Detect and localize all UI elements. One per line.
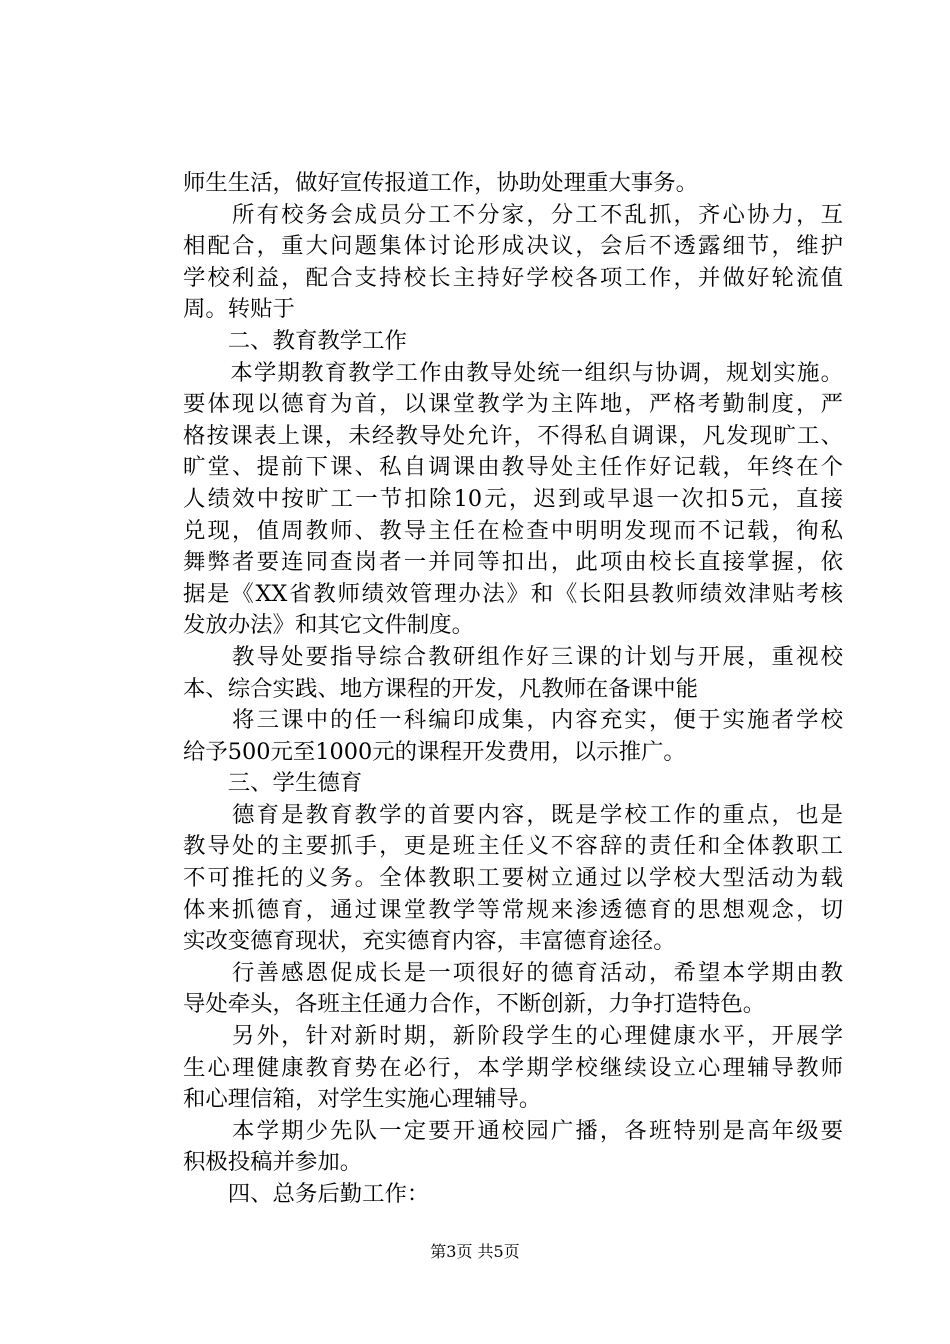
text-line: 行善感恩促成长是一项很好的德育活动，希望本学期由教 <box>183 959 843 986</box>
text-line: 另外，针对新时期，新阶段学生的心理健康水平，开展学 <box>183 1023 843 1050</box>
text-line: 发放办法》和其它文件制度。 <box>183 612 475 639</box>
text-line: 本学期教育教学工作由教导处统一组织与协调，规划实施。 <box>183 359 843 386</box>
text-line: 舞弊者要连同查岗者一并同等扣出，此项由校长直接掌握，依 <box>183 549 843 576</box>
text-line: 格按课表上课，未经教导处允许，不得私自调课，凡发现旷工、 <box>183 422 843 449</box>
text-line: 导处牵头，各班主任通力合作，不断创新，力争打造特色。 <box>183 991 766 1018</box>
text-line: 周。转贴于 <box>183 296 295 323</box>
text-line: 据是《XX省教师绩效管理办法》和《长阳县教师绩效津贴考核 <box>183 580 843 607</box>
text-line: 体来抓德育，通过课堂教学等常规来渗透德育的思想观念，切 <box>183 896 843 923</box>
text-line: 生心理健康教育势在必行，本学期学校继续设立心理辅导教师 <box>183 1054 843 1081</box>
text-line: 教导处要指导综合教研组作好三课的计划与开展，重视校 <box>183 643 843 670</box>
text-line: 三、学生德育 <box>183 770 363 797</box>
document-body <box>183 168 843 1211</box>
text-line: 积极投稿并参加。 <box>183 1149 363 1176</box>
text-line: 二、教育教学工作 <box>183 327 407 354</box>
text-line: 不可推托的义务。全体教职工要树立通过以学校大型活动为载 <box>183 865 843 892</box>
text-line: 本学期少先队一定要开通校园广播，各班特别是高年级要 <box>183 1117 843 1144</box>
text-line: 给予500元至1000元的课程开发费用，以示推广。 <box>183 738 686 765</box>
text-line: 要体现以德育为首，以课堂教学为主阵地，严格考勤制度，严 <box>183 391 843 418</box>
text-line: 和心理信箱，对学生实施心理辅导。 <box>183 1086 542 1113</box>
text-line: 相配合，重大问题集体讨论形成决议，会后不透露细节，维护 <box>183 233 843 260</box>
text-line: 将三课中的任一科编印成集，内容充实，便于实施者学校 <box>183 707 843 734</box>
text-line: 旷堂、提前下课、私自调课由教导处主任作好记载，年终在个 <box>183 454 843 481</box>
text-line: 学校利益，配合支持校长主持好学校各项工作，并做好轮流值 <box>183 264 843 291</box>
text-line: 教导处的主要抓手，更是班主任义不容辞的责任和全体教职工 <box>183 833 843 860</box>
text-line: 本、综合实践、地方课程的开发，凡教师在备课中能 <box>183 675 698 702</box>
text-line: 所有校务会成员分工不分家，分工不乱抓，齐心协力，互 <box>183 201 843 228</box>
text-line: 师生生活，做好宣传报道工作，协助处理重大事务。 <box>183 170 698 196</box>
text-line: 兑现，值周教师、教导主任在检查中明明发现而不记载，徇私 <box>183 517 843 544</box>
text-line: 人绩效中按旷工一节扣除10元，迟到或早退一次扣5元，直接 <box>183 485 843 512</box>
text-line: 德育是教育教学的首要内容，既是学校工作的重点，也是 <box>183 801 843 828</box>
text-line: 四、总务后勤工作： <box>183 1181 430 1207</box>
page-footer: 第3页 共5页 <box>430 1242 520 1261</box>
text-line: 实改变德育现状，充实德育内容，丰富德育途径。 <box>183 928 676 955</box>
